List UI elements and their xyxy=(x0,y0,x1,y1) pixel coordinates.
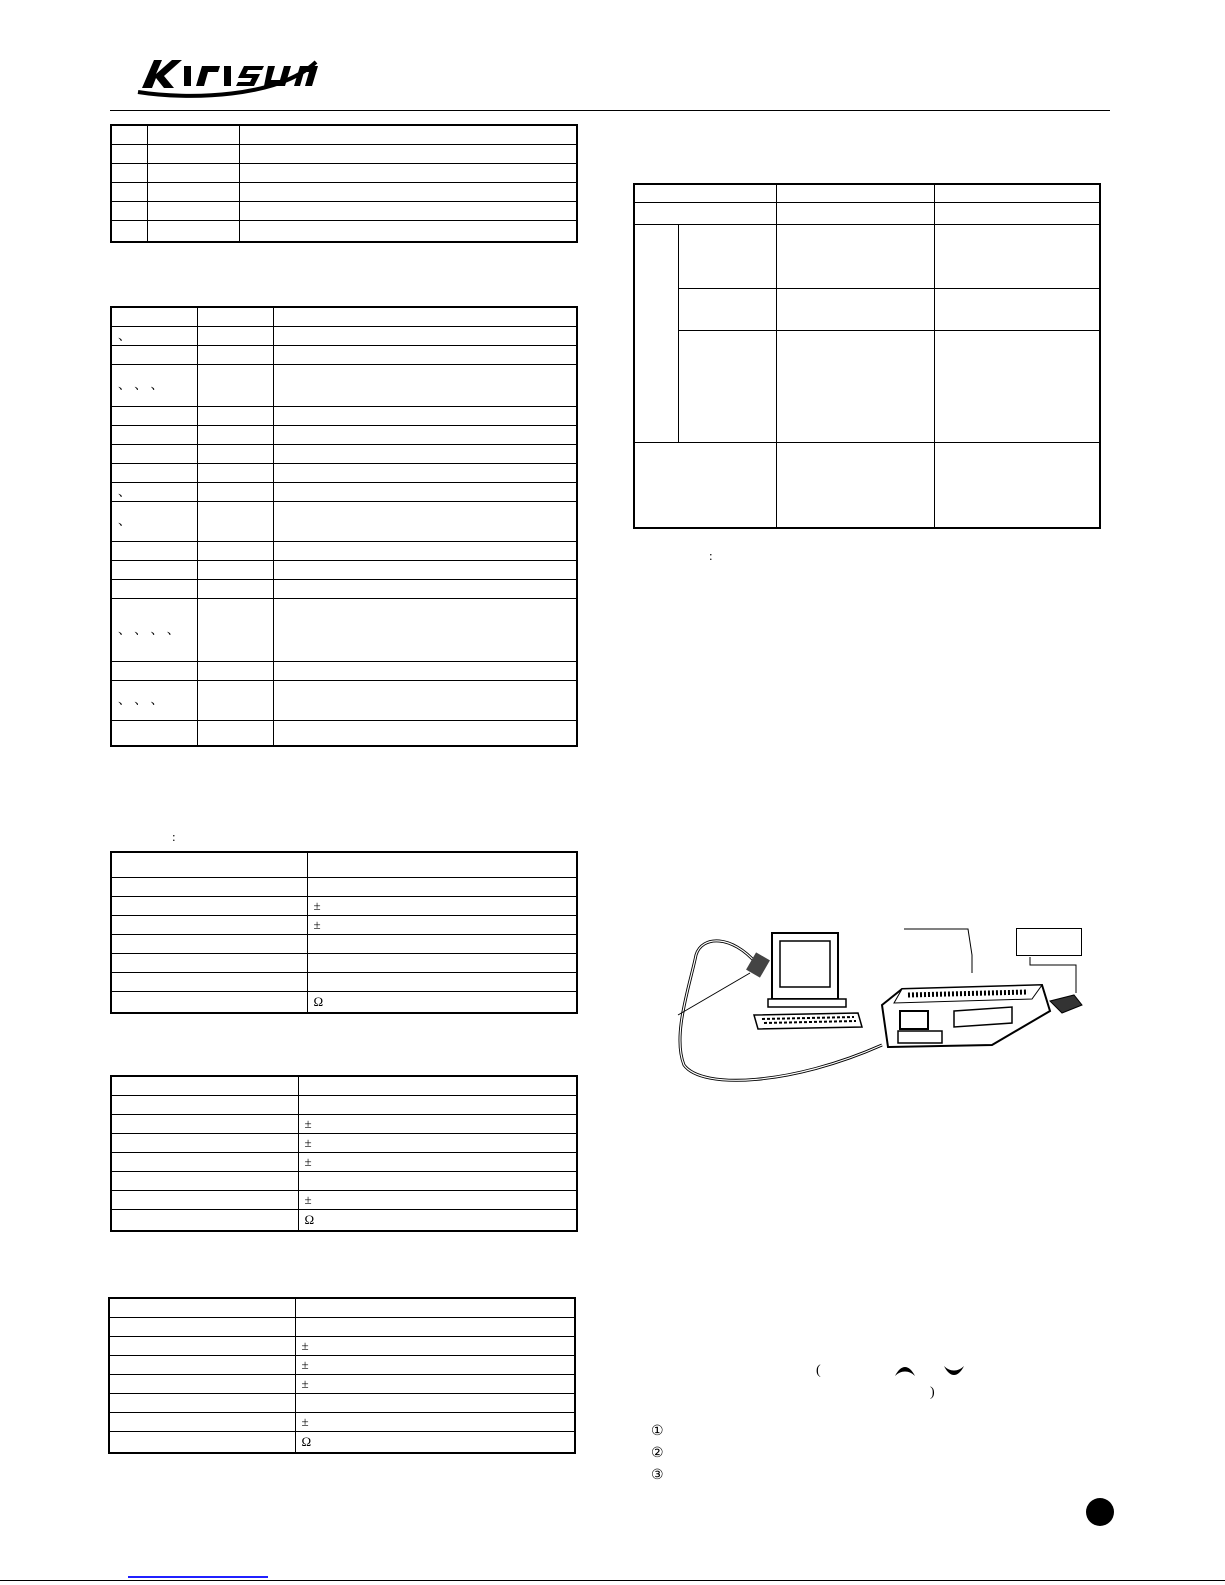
table-b-row xyxy=(111,444,577,463)
table-b-cell: 、 xyxy=(111,501,197,541)
kirisun-logo xyxy=(128,48,324,98)
table-b-cell xyxy=(197,364,273,406)
table-right xyxy=(633,183,1101,529)
diagram-callout-box xyxy=(1016,928,1082,956)
table-a-cell xyxy=(239,220,577,242)
table-b-cell xyxy=(197,661,273,680)
table-right-cell xyxy=(776,202,934,224)
table-b-row xyxy=(111,598,577,661)
table-b-cell xyxy=(197,425,273,444)
table-e-cell: Ω xyxy=(295,1431,575,1453)
table-b-cell xyxy=(273,598,577,661)
table-e-cell xyxy=(295,1317,575,1336)
table-b-cell xyxy=(197,345,273,364)
step-3-marker: ③ xyxy=(651,1468,664,1483)
step-2-marker: ② xyxy=(651,1446,664,1461)
table-b-cell xyxy=(111,579,197,598)
table-a-cell xyxy=(147,220,239,242)
table-b-cell xyxy=(273,560,577,579)
table-e-cell: ± xyxy=(295,1374,575,1393)
table-c-cell xyxy=(307,934,577,953)
table-b-row xyxy=(111,720,577,746)
table-e-row xyxy=(109,1336,575,1355)
table-c-caption: : xyxy=(172,829,176,844)
table-e-cell xyxy=(109,1393,295,1412)
table-a-row xyxy=(111,163,577,182)
table-c-row xyxy=(111,972,577,991)
table-d-row xyxy=(111,1152,577,1171)
footer-link-underline xyxy=(128,1576,268,1578)
table-b-cell xyxy=(111,425,197,444)
table-right-cell xyxy=(934,442,1100,528)
table-c-cell xyxy=(307,972,577,991)
table-a-cell xyxy=(111,182,147,201)
table-e-cell xyxy=(109,1336,295,1355)
table-e-row xyxy=(109,1431,575,1453)
table-d-row xyxy=(111,1209,577,1231)
down-key-icon xyxy=(942,1364,966,1378)
table-e-cell xyxy=(109,1355,295,1374)
table-c-cell xyxy=(307,953,577,972)
table-c-cell: ± xyxy=(307,915,577,934)
table-b-row xyxy=(111,501,577,541)
table-right-cell xyxy=(934,224,1100,288)
table-d-cell: ± xyxy=(298,1190,577,1209)
table-a xyxy=(110,124,578,243)
table-a-cell xyxy=(111,144,147,163)
table-right-cell xyxy=(934,184,1100,202)
table-c-cell xyxy=(111,896,307,915)
table-right-cell xyxy=(634,442,776,528)
table-d-cell xyxy=(298,1095,577,1114)
table-a-cell xyxy=(239,144,577,163)
table-b-cell xyxy=(273,501,577,541)
table-b-cell xyxy=(111,541,197,560)
table-b-row xyxy=(111,541,577,560)
table-c-row xyxy=(111,852,577,877)
table-e-cell: ± xyxy=(295,1355,575,1374)
table-a-row xyxy=(111,220,577,242)
table-b-row xyxy=(111,425,577,444)
table-a-cell xyxy=(147,144,239,163)
table-b-row xyxy=(111,326,577,345)
table-b-cell xyxy=(111,560,197,579)
table-b-row xyxy=(111,579,577,598)
table-e-cell xyxy=(109,1431,295,1453)
table-e-cell xyxy=(109,1298,295,1317)
table-b-cell xyxy=(111,307,197,326)
table-d-row xyxy=(111,1076,577,1095)
table-d-cell xyxy=(111,1076,298,1095)
table-d-row xyxy=(111,1114,577,1133)
table-e-row xyxy=(109,1298,575,1317)
table-right-cell xyxy=(776,184,934,202)
table-b-cell xyxy=(273,425,577,444)
table-b-cell: 、 xyxy=(111,482,197,501)
table-b-row xyxy=(111,463,577,482)
table-right-cell xyxy=(934,330,1100,442)
table-c-cell xyxy=(111,972,307,991)
table-d-cell xyxy=(111,1190,298,1209)
table-a-cell xyxy=(147,201,239,220)
table-d-cell xyxy=(111,1114,298,1133)
table-e-cell: ± xyxy=(295,1412,575,1431)
page-number-badge xyxy=(1086,1498,1114,1526)
table-b-cell xyxy=(197,579,273,598)
table-b xyxy=(110,306,578,747)
table-d-row xyxy=(111,1133,577,1152)
table-b-row xyxy=(111,482,577,501)
table-d-cell: Ω xyxy=(298,1209,577,1231)
table-b-cell xyxy=(273,326,577,345)
table-b-cell xyxy=(273,364,577,406)
table-b-cell xyxy=(273,307,577,326)
table-b-cell xyxy=(273,406,577,425)
table-b-cell xyxy=(273,720,577,746)
table-d-cell xyxy=(111,1209,298,1231)
table-c-cell xyxy=(307,852,577,877)
up-key-icon xyxy=(893,1364,917,1378)
table-d-row xyxy=(111,1190,577,1209)
table-c-cell: Ω xyxy=(307,991,577,1013)
table-a-row xyxy=(111,182,577,201)
table-c-cell xyxy=(111,991,307,1013)
paren-open: ( xyxy=(816,1363,821,1378)
step-1-marker: ① xyxy=(651,1424,664,1439)
table-b-cell xyxy=(273,661,577,680)
table-b-cell xyxy=(197,444,273,463)
table-b-cell xyxy=(197,680,273,720)
table-b-cell xyxy=(273,345,577,364)
table-c-cell xyxy=(111,852,307,877)
paren-close: ) xyxy=(930,1385,935,1400)
table-right-cell xyxy=(934,202,1100,224)
table-a-cell xyxy=(147,182,239,201)
table-a-row xyxy=(111,125,577,144)
table-e-row xyxy=(109,1393,575,1412)
table-b-row xyxy=(111,560,577,579)
table-b-cell xyxy=(273,680,577,720)
table-e xyxy=(108,1297,576,1454)
table-e-cell xyxy=(295,1393,575,1412)
table-b-cell xyxy=(197,541,273,560)
table-a-cell xyxy=(111,201,147,220)
table-c xyxy=(110,851,578,1014)
table-b-cell xyxy=(273,541,577,560)
table-b-cell xyxy=(197,482,273,501)
table-e-cell xyxy=(109,1317,295,1336)
table-d xyxy=(110,1075,578,1232)
table-a-cell xyxy=(239,125,577,144)
table-c-cell xyxy=(111,915,307,934)
table-b-cell xyxy=(197,406,273,425)
table-a-cell xyxy=(147,163,239,182)
right-note-colon: : xyxy=(709,548,713,563)
table-b-cell xyxy=(111,463,197,482)
table-b-row xyxy=(111,406,577,425)
table-e-cell xyxy=(109,1412,295,1431)
table-b-cell xyxy=(197,598,273,661)
table-c-row xyxy=(111,991,577,1013)
table-c-cell xyxy=(111,934,307,953)
table-b-row xyxy=(111,661,577,680)
table-right-cell xyxy=(776,330,934,442)
table-b-cell xyxy=(111,661,197,680)
table-e-row xyxy=(109,1374,575,1393)
table-b-cell xyxy=(111,720,197,746)
table-b-cell xyxy=(111,345,197,364)
table-d-cell xyxy=(298,1076,577,1095)
table-a-row xyxy=(111,144,577,163)
table-b-row xyxy=(111,345,577,364)
table-d-cell: ± xyxy=(298,1114,577,1133)
table-b-cell xyxy=(273,482,577,501)
table-a-row xyxy=(111,201,577,220)
table-e-row xyxy=(109,1355,575,1374)
table-a-cell xyxy=(147,125,239,144)
table-right-cell xyxy=(634,184,776,202)
table-right-cell xyxy=(776,224,934,288)
table-e-cell xyxy=(295,1298,575,1317)
table-b-cell xyxy=(197,560,273,579)
table-b-cell xyxy=(197,326,273,345)
table-right-cell xyxy=(678,224,776,288)
table-b-cell: 、 、 、 xyxy=(111,364,197,406)
table-b-cell: 、 、 、 xyxy=(111,680,197,720)
table-c-row xyxy=(111,953,577,972)
table-d-cell: ± xyxy=(298,1152,577,1171)
table-d-cell xyxy=(298,1171,577,1190)
table-c-row xyxy=(111,896,577,915)
table-b-cell xyxy=(197,463,273,482)
table-c-cell xyxy=(111,877,307,896)
table-a-cell xyxy=(111,163,147,182)
table-b-cell xyxy=(273,579,577,598)
table-right-cell xyxy=(776,288,934,330)
table-right-cell xyxy=(934,288,1100,330)
table-right-cell xyxy=(776,442,934,528)
table-a-cell xyxy=(239,182,577,201)
table-e-row xyxy=(109,1412,575,1431)
table-b-cell: 、 xyxy=(111,326,197,345)
table-c-cell: ± xyxy=(307,896,577,915)
table-b-row xyxy=(111,307,577,326)
table-right-cell xyxy=(678,288,776,330)
table-a-cell xyxy=(239,201,577,220)
table-c-row xyxy=(111,915,577,934)
table-b-cell: 、 、 、 、 xyxy=(111,598,197,661)
footer-rule xyxy=(0,1580,1225,1581)
table-b-cell xyxy=(111,444,197,463)
header-rule xyxy=(110,110,1110,111)
table-a-cell xyxy=(111,220,147,242)
table-e-cell: ± xyxy=(295,1336,575,1355)
table-a-cell xyxy=(111,125,147,144)
table-b-cell xyxy=(197,307,273,326)
table-d-row xyxy=(111,1171,577,1190)
table-b-row xyxy=(111,680,577,720)
table-c-row xyxy=(111,877,577,896)
table-c-cell xyxy=(111,953,307,972)
table-d-cell xyxy=(111,1171,298,1190)
table-b-cell xyxy=(197,501,273,541)
table-c-cell xyxy=(307,877,577,896)
table-right-cell xyxy=(678,330,776,442)
table-e-cell xyxy=(109,1374,295,1393)
table-b-cell xyxy=(197,720,273,746)
table-c-row xyxy=(111,934,577,953)
table-b-row xyxy=(111,364,577,406)
table-d-cell xyxy=(111,1095,298,1114)
table-right-cell xyxy=(634,202,776,224)
table-right-cell xyxy=(634,224,678,442)
table-b-cell xyxy=(111,406,197,425)
table-d-cell xyxy=(111,1152,298,1171)
table-d-cell xyxy=(111,1133,298,1152)
table-a-cell xyxy=(239,163,577,182)
table-b-cell xyxy=(273,463,577,482)
table-d-cell: ± xyxy=(298,1133,577,1152)
table-b-cell xyxy=(273,444,577,463)
table-e-row xyxy=(109,1317,575,1336)
table-d-row xyxy=(111,1095,577,1114)
